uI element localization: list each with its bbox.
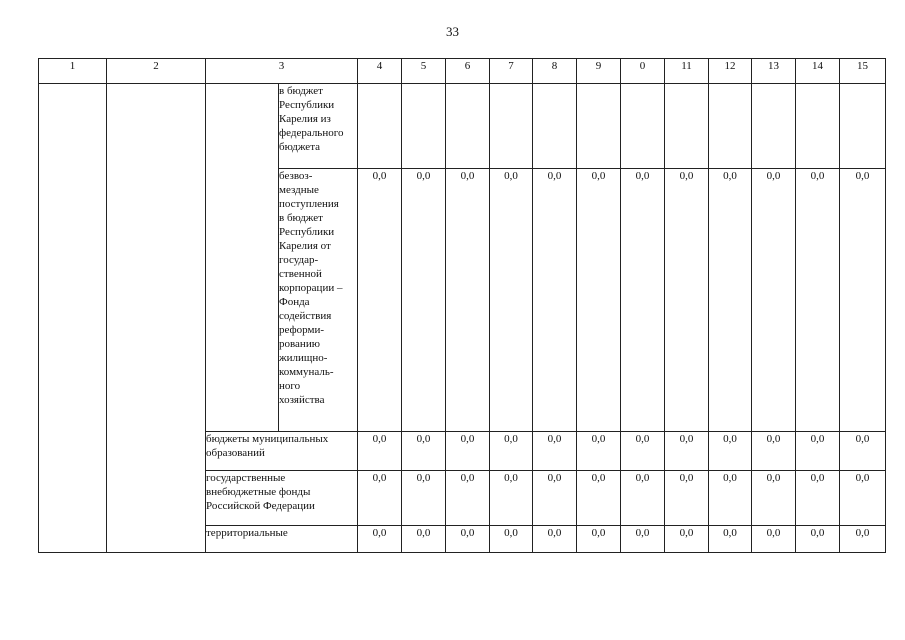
- value-cell: 0,0: [533, 526, 577, 553]
- value-cell: 0,0: [490, 169, 533, 432]
- value-cell: 0,0: [358, 432, 402, 471]
- value-cell: [752, 84, 796, 169]
- value-cell: 0,0: [796, 432, 840, 471]
- header-cell-13: 13: [752, 59, 796, 84]
- value-cell: 0,0: [709, 169, 752, 432]
- value-cell: 0,0: [752, 432, 796, 471]
- value-cell: 0,0: [402, 432, 446, 471]
- table-row: [39, 84, 886, 169]
- value-cell: 0,0: [796, 471, 840, 526]
- header-cell-11: 11: [665, 59, 709, 84]
- value-cell: [402, 84, 446, 169]
- value-cell: 0,0: [840, 526, 886, 553]
- value-cell: 0,0: [490, 432, 533, 471]
- row-label: в бюджет Республики Карелия из федерального бюджета: [279, 84, 358, 169]
- value-cell: [577, 84, 621, 169]
- value-cell: 0,0: [665, 432, 709, 471]
- value-cell: 0,0: [621, 169, 665, 432]
- header-cell-5: 5: [402, 59, 446, 84]
- value-cell: 0,0: [840, 471, 886, 526]
- value-cell: 0,0: [446, 432, 490, 471]
- row-label: государственные внебюджетные фонды Российской Федерации: [206, 471, 358, 526]
- budget-table: [38, 58, 886, 553]
- value-cell: [446, 84, 490, 169]
- value-cell: 0,0: [358, 526, 402, 553]
- value-cell: 0,0: [446, 471, 490, 526]
- value-cell: 0,0: [709, 471, 752, 526]
- row-label: безвоз- мездные поступления в бюджет Республики Карелия от государ- ственной корпорации – Фонда содействия реформи- рованию жилищно- коммуналь- ного хозяйства: [279, 169, 358, 432]
- header-cell-14: 14: [796, 59, 840, 84]
- value-cell: 0,0: [621, 432, 665, 471]
- value-cell: [709, 84, 752, 169]
- value-cell: 0,0: [577, 526, 621, 553]
- header-cell-2: 2: [107, 59, 206, 84]
- row-label: бюджеты муниципальных образований: [206, 432, 358, 471]
- value-cell: 0,0: [665, 526, 709, 553]
- header-cell-6: 6: [446, 59, 490, 84]
- col2-empty-cell: [107, 84, 206, 553]
- value-cell: 0,0: [446, 526, 490, 553]
- value-cell: 0,0: [709, 432, 752, 471]
- value-cell: 0,0: [840, 169, 886, 432]
- value-cell: 0,0: [796, 169, 840, 432]
- value-cell: 0,0: [709, 526, 752, 553]
- value-cell: 0,0: [796, 526, 840, 553]
- value-cell: [621, 84, 665, 169]
- table-header-row: [39, 59, 886, 84]
- value-cell: 0,0: [446, 169, 490, 432]
- header-cell-10: 0: [621, 59, 665, 84]
- value-cell: 0,0: [577, 432, 621, 471]
- value-cell: 0,0: [533, 471, 577, 526]
- header-cell-9: 9: [577, 59, 621, 84]
- value-cell: 0,0: [490, 471, 533, 526]
- value-cell: [796, 84, 840, 169]
- value-cell: 0,0: [533, 169, 577, 432]
- col1-empty-cell: [39, 84, 107, 553]
- value-cell: [533, 84, 577, 169]
- value-cell: 0,0: [402, 526, 446, 553]
- value-cell: 0,0: [577, 169, 621, 432]
- value-cell: 0,0: [665, 471, 709, 526]
- value-cell: 0,0: [402, 471, 446, 526]
- value-cell: 0,0: [490, 526, 533, 553]
- value-cell: 0,0: [358, 169, 402, 432]
- value-cell: 0,0: [752, 526, 796, 553]
- value-cell: 0,0: [533, 432, 577, 471]
- header-cell-7: 7: [490, 59, 533, 84]
- value-cell: 0,0: [621, 526, 665, 553]
- value-cell: 0,0: [621, 471, 665, 526]
- value-cell: 0,0: [752, 169, 796, 432]
- header-cell-12: 12: [709, 59, 752, 84]
- value-cell: 0,0: [577, 471, 621, 526]
- row-label: территориальные: [206, 526, 358, 553]
- header-cell-1: 1: [39, 59, 107, 84]
- header-cell-15: 15: [840, 59, 886, 84]
- value-cell: 0,0: [840, 432, 886, 471]
- header-cell-3: 3: [206, 59, 358, 84]
- header-cell-8: 8: [533, 59, 577, 84]
- value-cell: [665, 84, 709, 169]
- value-cell: 0,0: [665, 169, 709, 432]
- col3-empty-cell: [206, 84, 279, 432]
- page-number: 33: [446, 24, 459, 39]
- value-cell: [490, 84, 533, 169]
- value-cell: 0,0: [752, 471, 796, 526]
- value-cell: [840, 84, 886, 169]
- value-cell: 0,0: [402, 169, 446, 432]
- value-cell: [358, 84, 402, 169]
- value-cell: 0,0: [358, 471, 402, 526]
- header-cell-4: 4: [358, 59, 402, 84]
